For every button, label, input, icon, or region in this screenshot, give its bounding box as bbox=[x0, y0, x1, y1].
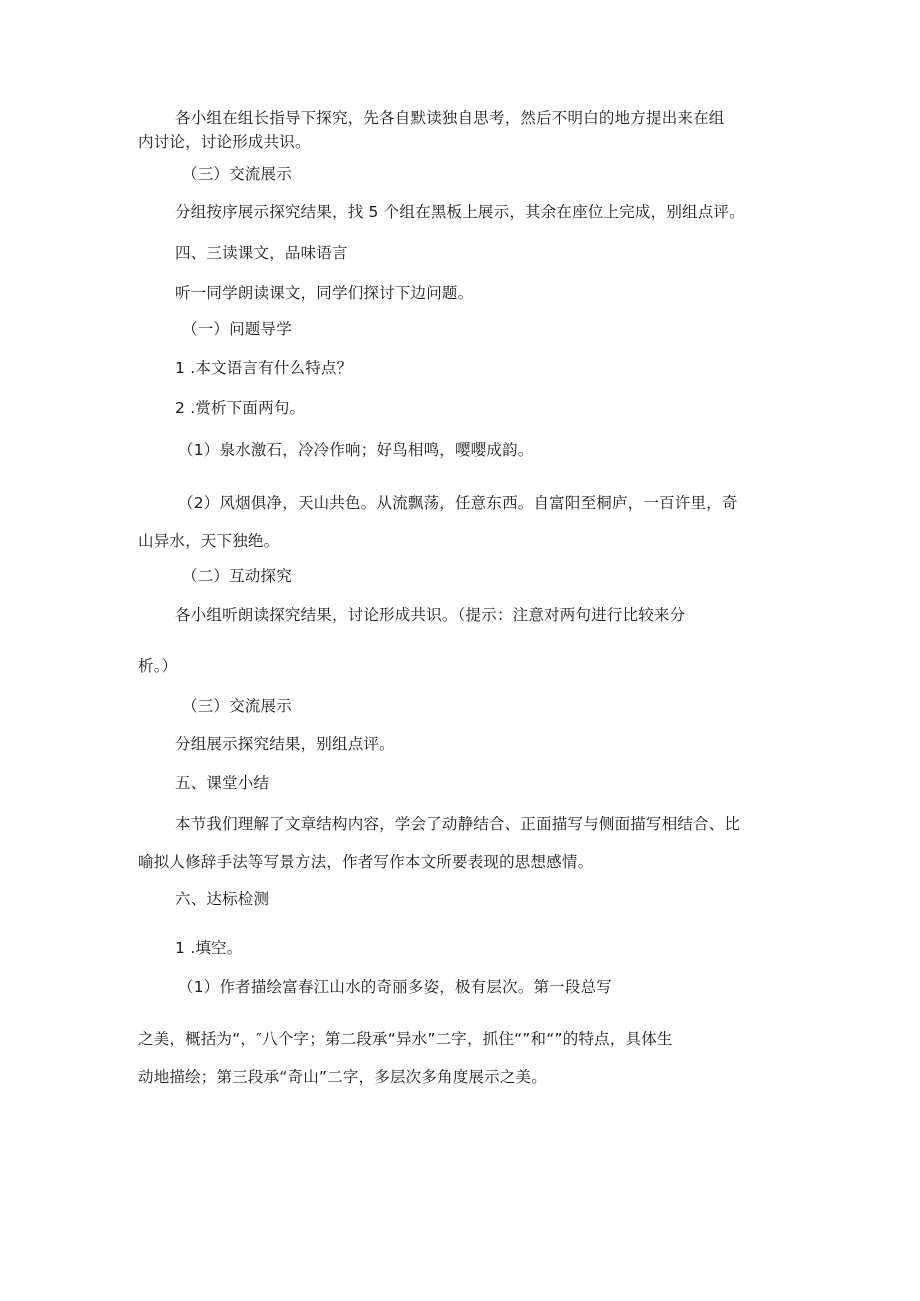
paragraph-line: 动地描绘；第三段承“奇山”二字，多层次多角度展示之美。 bbox=[138, 1068, 547, 1086]
quote-item: （2）风烟俱净，天山共色。从流飘荡，任意东西。自富阳至桐庐，一百许里，奇 bbox=[178, 494, 738, 512]
paragraph-line: 分组按序展示探究结果，找 5 个组在黑板上展示，其余在座位上完成，别组点评。 bbox=[175, 203, 745, 221]
paragraph-line: 喻拟人修辞手法等写景方法，作者写作本文所要表现的思想感情。 bbox=[138, 853, 594, 871]
paragraph-line: 析。） bbox=[138, 657, 178, 675]
paragraph-line: 山异水，天下独绝。 bbox=[138, 532, 280, 550]
subheading: （三）交流展示 bbox=[182, 165, 292, 183]
section-heading: 四、三读课文，品味语言 bbox=[175, 244, 348, 262]
quote-item: （1）泉水激石，冷冷作响；好鸟相鸣，嘤嘤成韵。 bbox=[178, 441, 534, 459]
question-item: 1 .本文语言有什么特点？ bbox=[175, 359, 353, 377]
paragraph-line: 内讨论，讨论形成共识。 bbox=[138, 133, 311, 151]
paragraph-line: 之美，概括为“，″八个字；第二段承“异水”二字，抓住“”和“”的特点，具体生 bbox=[138, 1030, 673, 1048]
question-item: 2 .赏析下面两句。 bbox=[175, 399, 306, 417]
subheading: （二）互动探究 bbox=[182, 567, 292, 585]
section-heading: 五、课堂小结 bbox=[175, 774, 270, 792]
question-item: （1）作者描绘富春江山水的奇丽多姿，极有层次。第一段总写 bbox=[178, 978, 612, 996]
paragraph-line: 各小组听朗读探究结果，讨论形成共识。（提示：注意对两句进行比较来分 bbox=[175, 606, 686, 624]
question-item: 1 .填空。 bbox=[175, 939, 243, 957]
subheading: （三）交流展示 bbox=[182, 697, 292, 715]
paragraph-line: 听一同学朗读课文，同学们探讨下边问题。 bbox=[175, 284, 474, 302]
paragraph-line: 各小组在组长指导下探究，先各自默读独自思考，然后不明白的地方提出来在组 bbox=[175, 109, 725, 127]
subheading: （一）问题导学 bbox=[182, 320, 292, 338]
section-heading: 六、达标检测 bbox=[175, 890, 270, 908]
paragraph-line: 分组展示探究结果，别组点评。 bbox=[175, 735, 395, 753]
paragraph-line: 本节我们理解了文章结构内容，学会了动静结合、正面描写与侧面描写相结合、比 bbox=[175, 815, 741, 833]
